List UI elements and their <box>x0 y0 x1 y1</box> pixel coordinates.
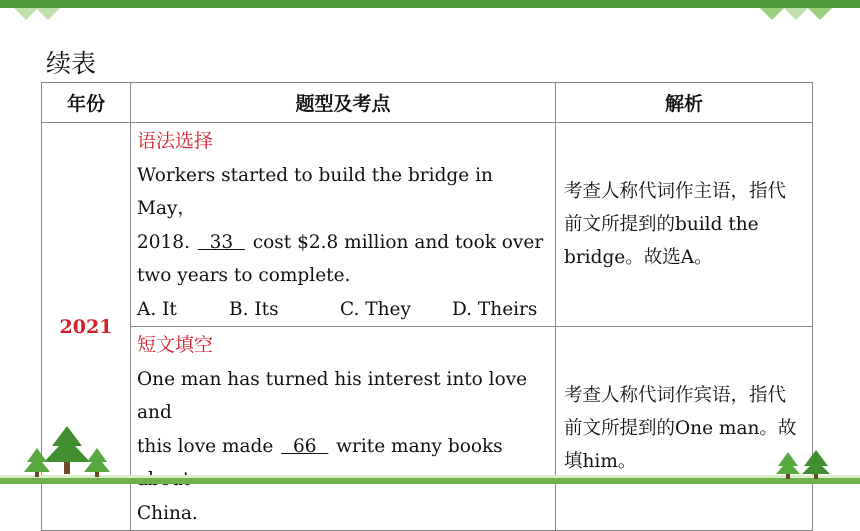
question-type: 语法选择 <box>137 130 214 152</box>
question-text: this love made <box>137 435 280 457</box>
decor-triangle <box>784 8 808 20</box>
decor-triangle <box>14 8 38 20</box>
question-text: 2018. <box>137 231 196 253</box>
year-cell: 2021 <box>42 123 131 531</box>
table-row <box>42 123 813 327</box>
analysis-table <box>41 82 813 531</box>
table-header-row <box>42 83 813 123</box>
decor-triangle <box>760 8 784 20</box>
analysis-cell: 考查人称代词作宾语，指代前文所提到的One man。故填him。 <box>556 327 813 531</box>
tree-icon <box>772 448 834 480</box>
page-title: 续表 <box>46 49 97 78</box>
tree-icon <box>22 424 112 478</box>
blank-number: 33 <box>209 231 234 253</box>
question-line: two years to complete. <box>137 265 351 286</box>
top-decor-band <box>0 0 860 8</box>
question-text: cost $2.8 million and took over <box>246 231 544 253</box>
question-line: China. <box>137 502 198 524</box>
question-cell <box>131 327 556 531</box>
decor-triangle <box>36 8 60 20</box>
question-cell <box>131 123 556 327</box>
question-text: write many books <box>336 435 503 457</box>
bottom-decor-band <box>0 478 860 484</box>
option-c: C. They <box>340 298 411 320</box>
question-type: 短文填空 <box>137 334 214 356</box>
decor-triangle <box>808 8 832 20</box>
header-analysis: 解析 <box>556 83 813 123</box>
option-a: A. It <box>137 298 177 320</box>
question-line: Workers started to build the bridge in May， <box>137 164 493 219</box>
question-line: One man has turned his interest into love and <box>137 368 528 423</box>
options-line <box>137 293 549 327</box>
table-row <box>42 327 813 531</box>
question-line <box>137 226 549 260</box>
blank-number: 66 <box>292 435 317 457</box>
option-b: B. Its <box>229 298 279 320</box>
header-year: 年份 <box>42 83 131 123</box>
analysis-cell: 考查人称代词作主语，指代前文所提到的build the bridge。故选A。 <box>556 123 813 327</box>
option-d: D. Theirs <box>452 298 538 320</box>
header-type: 题型及考点 <box>131 83 556 123</box>
question-line <box>137 430 549 497</box>
